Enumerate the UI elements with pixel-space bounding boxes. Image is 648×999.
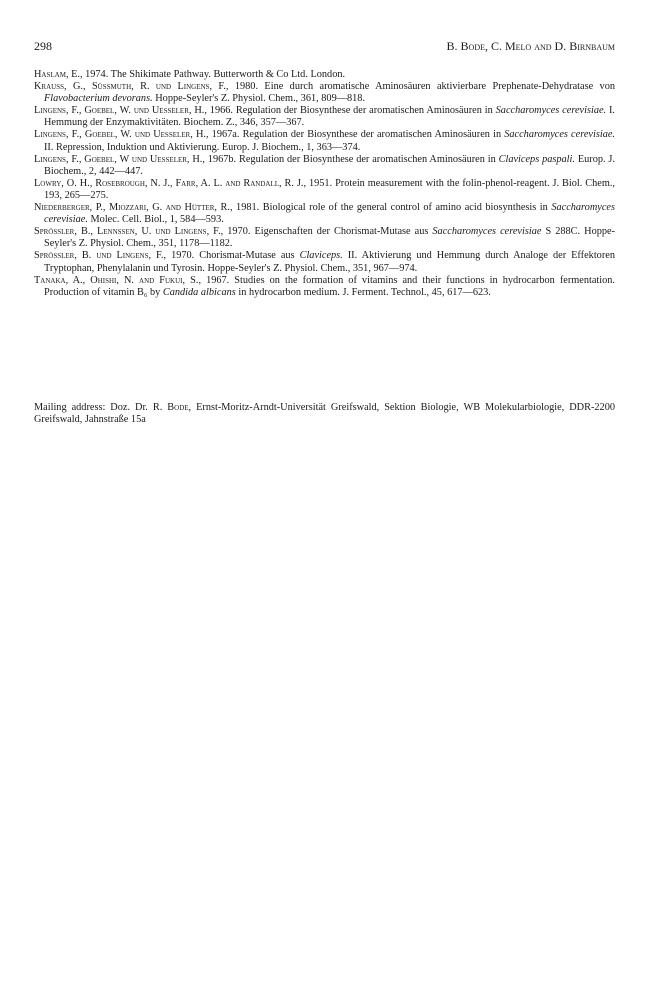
- reference-authors: Haslam, E.: [34, 69, 80, 80]
- reference-authors: Krauss, G., Süssmuth, R. und Lingens, F.: [34, 81, 226, 93]
- reference-italic: Flavobacterium devorans.: [44, 93, 153, 105]
- reference-italic: Saccharomyces cerevisiae: [432, 226, 542, 238]
- reference-authors: Sprössler, B., Lennssen, U. und Lingens, F.: [34, 226, 221, 238]
- reference-text: II. Aktivierung und Hemmung durch Analoge der Effektoren Tryptophan, Phenylalanin und Tyrosin. Hoppe-Seyler's Z. Physiol. Chem., 351, 967—974.: [44, 250, 615, 274]
- page-number: 298: [34, 39, 52, 53]
- reference-entry: [34, 250, 615, 274]
- reference-text: in hydrocarbon medium. J. Ferment. Technol., 45, 617—623.: [235, 286, 491, 298]
- reference-entry: [34, 154, 615, 178]
- reference-authors: Sprössler, B. und Lingens, F.: [34, 250, 164, 262]
- reference-authors: Tanaka, A., Ohishi, N. and Fukui, S.: [34, 274, 199, 286]
- reference-list: [34, 69, 615, 299]
- reference-text: I. Hemmung der Enzymaktivitäten. Biochem. Z., 346, 357—367.: [44, 105, 616, 129]
- reference-authors: Lingens, F., Goebel, W. und Uesseler, H.: [34, 105, 205, 117]
- reference-italic: Saccharomyces cerevisiae.: [44, 202, 615, 226]
- address-text-2: , Ernst-Moritz-Arndt-Universität Greifswald, Sektion Biologie, WB Molekularbiologie, DDR-2200 Greifswald, Jahnstraße 15a: [34, 402, 615, 426]
- address-text-1: Mailing address: Doz. Dr. R.: [34, 402, 168, 413]
- reference-text: , 1966. Regulation der Biosynthese der aromatischen Aminosäuren in: [204, 105, 496, 117]
- mailing-address: [34, 402, 615, 427]
- reference-text: Molec. Cell. Biol., 1, 584—593.: [87, 214, 224, 226]
- reference-entry: [34, 105, 615, 129]
- reference-italic: Saccharomyces cerevisiae.: [495, 105, 607, 117]
- reference-text: , 1970. Chorismat-Mutase aus: [163, 250, 300, 262]
- reference-text: II. Repression, Induktion und Aktivierung. Europ. J. Biochem., 1, 363—374.: [44, 141, 361, 153]
- reference-entry: [34, 202, 615, 226]
- reference-authors: Niederberger, P., Miozzari, G. and Hütter, R.: [34, 202, 230, 214]
- reference-italic: Claviceps.: [299, 250, 343, 262]
- reference-entry: [34, 178, 615, 202]
- reference-text: , 1970. Eigenschaften der Chorismat-Mutase aus: [220, 226, 433, 238]
- reference-italic: Claviceps paspali.: [498, 153, 575, 165]
- reference-authors: Lingens, F., Goebel, W und Uesseler, H.: [34, 153, 203, 165]
- reference-text: , 1967b. Regulation der Biosynthese der aromatischen Aminosäuren in: [202, 153, 499, 165]
- reference-text: , 1967. Studies on the formation of vitamins and their functions in hydrocarbon fermentation. Production of vitamin B₆ by: [44, 274, 615, 298]
- reference-entry: [34, 69, 615, 81]
- reference-entry: [34, 275, 615, 299]
- reference-entry: [34, 129, 615, 153]
- reference-text: , 1974. The Shikimate Pathway. Butterworth & Co Ltd. London.: [79, 69, 346, 80]
- reference-text: , 1981. Biological role of the general control of amino acid biosynthesis in: [229, 202, 552, 214]
- reference-text: , 1951. Protein measurement with the folin-phenol-reagent. J. Biol. Chem., 193, 265—275.: [44, 177, 615, 201]
- reference-italic: Candida albicans: [162, 286, 236, 298]
- reference-authors: Lowry, O. H., Rosebrough, N. J., Farr, A. L. and Randall, R. J.: [34, 177, 304, 189]
- running-header: [34, 39, 615, 57]
- reference-entry: [34, 226, 615, 250]
- reference-text: , 1980. Eine durch aromatische Aminosäuren aktivierbare Prephenate-Dehydratase von: [225, 81, 615, 93]
- reference-text: S 288C. Hoppe-Seyler's Z. Physiol. Chem., 351, 1178—1182.: [44, 226, 616, 250]
- reference-authors: Lingens, F., Goebel, W. und Uesseler, H.: [34, 129, 206, 141]
- address-name: Bode: [167, 402, 189, 413]
- reference-entry: [34, 81, 615, 105]
- running-head-authors: B. Bode, C. Melo and D. Birnbaum: [446, 39, 615, 53]
- reference-italic: Saccharomyces cerevisiae.: [504, 129, 615, 141]
- reference-text: Europ. J. Biochem., 2, 442—447.: [44, 153, 616, 177]
- reference-text: , 1967a. Regulation der Biosynthese der aromatischen Aminosäuren in: [205, 129, 505, 141]
- reference-text: Hoppe-Seyler's Z. Physiol. Chem., 361, 809—818.: [152, 93, 366, 105]
